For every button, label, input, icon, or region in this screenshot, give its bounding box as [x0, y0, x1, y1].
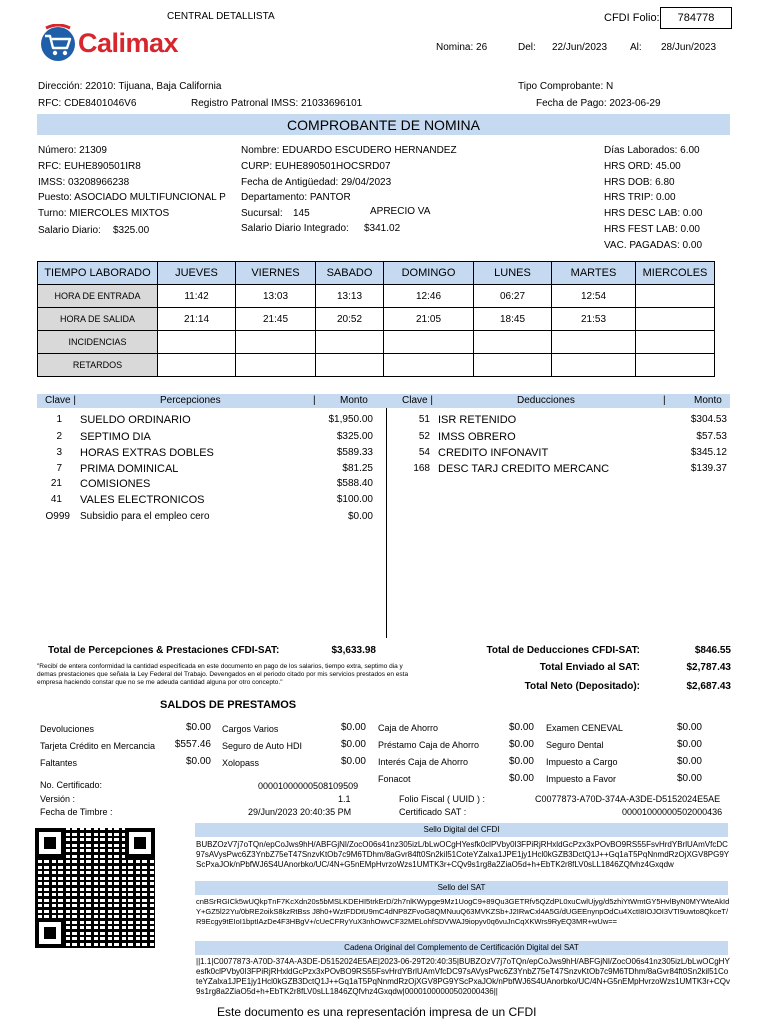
registro-patronal: Registro Patronal IMSS: 21033696101 [191, 98, 363, 109]
perc-total-label: Total de Percepciones & Prestaciones CFDI-SAT: [48, 645, 280, 656]
cert-no: 00001000000508109509 [258, 781, 359, 791]
perc-monto: $0.00 [347, 511, 373, 522]
perc-concepto: Subsidio para el empleo cero [80, 511, 210, 522]
saldo-label: Interés Caja de Ahorro [378, 757, 469, 767]
perc-concepto: COMISIONES [80, 478, 151, 490]
fecha-pago: Fecha de Pago: 2023-06-29 [536, 98, 661, 109]
employee-imss: IMSS: 03208966238 [38, 177, 130, 188]
saldo-value: $0.00 [185, 722, 211, 733]
perc-monto: $1,950.00 [328, 414, 373, 425]
folio-fiscal-label: Folio Fiscal ( UUID ) : [399, 794, 486, 804]
ded-concepto: CREDITO INFONAVIT [438, 447, 549, 459]
sello-cfdi-text: BUBZOzV7j7oTQn/epCoJws9hH/ABFGjNl/ZocO06s41nz305izL/bLwOCgHYesfk0clPVby0I3FPiRjRHxldGcPzx3xPOvBO9RS55FsvHrdYBrlUAmVfcDC97sAVysPwc6Z3YnbZ75eT47SnzvKtOb7c9M6TDhm/8aGvr84ft0Sn2kil51CoteYZalxa1JPE1jy1Hcl0kGZB3DctQ1J++Gq1aT5PqNnmdRzOjXGV8PG9YScPxaJOk/nPbfWJ6S4UAnorbko/UC/4N+G5nEMpHvrzoWzs1UMTK3r+CQv9s1rg8a2ZiaO5d+h+EbTK2r8fLV0sLL1846ZQfvhz4Gxqdw [196, 840, 730, 869]
enviado-label: Total Enviado al SAT: [539, 662, 640, 673]
ded-clave: 52 [418, 431, 430, 442]
neto-value: $2,687.43 [686, 681, 731, 692]
table-cell: 13:03 [236, 285, 316, 308]
ded-concepto: IMSS OBRERO [438, 431, 516, 443]
perc-concept-header: Percepciones [160, 395, 221, 406]
company-address: Dirección: 22010: Tijuana, Baja California [38, 81, 222, 92]
qr-code [35, 828, 155, 948]
table-cell [552, 354, 636, 377]
saldo-label: Seguro Dental [546, 740, 604, 750]
perc-clave: 41 [50, 494, 62, 505]
sucursal-value: 145 [293, 208, 310, 219]
ded-monto: $139.37 [690, 463, 727, 474]
saldo-label: Faltantes [40, 758, 78, 768]
perc-concepto: HORAS EXTRAS DOBLES [80, 447, 214, 459]
table-cell [158, 354, 236, 377]
saldo-value: $0.00 [676, 756, 702, 767]
time-table-header [38, 262, 715, 285]
table-cell [552, 331, 636, 354]
ded-concept-header: Deducciones [517, 395, 575, 406]
dias-laborados: Días Laborados: 6.00 [604, 145, 700, 156]
saldo-label: Examen CENEVAL [546, 723, 623, 733]
hrs-fest-lab: HRS FEST LAB: 0.00 [604, 224, 700, 235]
table-cell [384, 354, 474, 377]
perc-concepto: VALES ELECTRONICOS [80, 494, 205, 506]
ded-clave: 168 [413, 463, 430, 474]
table-cell: 18:45 [474, 308, 552, 331]
folio-label: CFDI Folio: [604, 12, 660, 24]
saldo-label: Impuesto a Favor [546, 774, 617, 784]
perc-monto: $589.33 [336, 447, 373, 458]
table-cell: 21:45 [236, 308, 316, 331]
perc-clave: 7 [56, 463, 62, 474]
table-cell [474, 354, 552, 377]
aprecio-label: APRECIO VA [370, 206, 431, 217]
saldo-value: $0.00 [676, 739, 702, 750]
row-label: RETARDOS [38, 354, 158, 377]
header-cell: VIERNES [236, 262, 316, 285]
saldo-value: $0.00 [508, 739, 534, 750]
page-title: COMPROBANTE DE NOMINA [287, 117, 480, 133]
table-cell [158, 331, 236, 354]
ded-clave: 54 [418, 447, 430, 458]
al-label: Al: [630, 42, 642, 53]
ded-total: $846.55 [694, 645, 731, 656]
perc-clave: 21 [50, 478, 62, 489]
calimax-logo [40, 24, 179, 66]
sdi-value: $341.02 [364, 223, 401, 234]
nomina-number: Nomina: 26 [436, 42, 488, 53]
saldo-value: $0.00 [340, 756, 366, 767]
table-cell: 13:13 [316, 285, 384, 308]
saldos-title: SALDOS DE PRESTAMOS [160, 699, 297, 711]
del-label: Del: [518, 42, 536, 53]
saldo-label: Préstamo Caja de Ahorro [378, 740, 480, 750]
saldo-label: Cargos Varios [222, 724, 279, 734]
perc-monto: $325.00 [336, 431, 373, 442]
header-cell: MARTES [552, 262, 636, 285]
saldo-label: Impuesto a Cargo [546, 757, 618, 767]
time-table [37, 261, 715, 377]
table-cell [236, 354, 316, 377]
hrs-ord: HRS ORD: 45.00 [604, 161, 681, 172]
saldo-label: Caja de Ahorro [378, 723, 439, 733]
header-cell: TIEMPO LABORADO [38, 262, 158, 285]
company-name: CENTRAL DETALLISTA [167, 11, 275, 22]
perc-total: $3,633.98 [331, 645, 376, 656]
ded-concepto: ISR RETENIDO [438, 414, 517, 426]
table-cell: 11:42 [158, 285, 236, 308]
perc-monto: $81.25 [342, 463, 373, 474]
ded-clave: 51 [418, 414, 430, 425]
perc-clave-header: Clave | [45, 395, 76, 406]
saldo-value: $0.00 [676, 722, 702, 733]
table-cell: 12:46 [384, 285, 474, 308]
employee-turno: Turno: MIERCOLES MIXTOS [38, 208, 170, 219]
employee-name: Nombre: EDUARDO ESCUDERO HERNANDEZ [241, 145, 457, 156]
table-row [38, 308, 715, 331]
saldo-value: $0.00 [508, 773, 534, 784]
saldo-label: Seguro de Auto HDI [222, 741, 303, 751]
sello-sat-title: Sello del SAT [195, 881, 728, 895]
concept-divider [386, 408, 387, 638]
perc-clave: 1 [56, 414, 62, 425]
footer-note: Este documento es una representación impresa de un CFDI [217, 1005, 537, 1019]
concepts-header-band [37, 394, 730, 408]
timbre-label: Fecha de Timbre : [40, 807, 113, 817]
table-cell: 06:27 [474, 285, 552, 308]
table-cell [316, 331, 384, 354]
cert-no-label: No. Certificado: [40, 780, 103, 790]
hrs-desc-lab: HRS DESC LAB: 0.00 [604, 208, 703, 219]
ded-concepto: DESC TARJ CREDITO MERCANC [438, 463, 610, 475]
qr-finder [125, 828, 155, 858]
employee-number: Número: 21309 [38, 145, 107, 156]
table-cell: 12:54 [552, 285, 636, 308]
perc-sep: | [313, 395, 316, 406]
saldo-label: Xolopass [222, 758, 260, 768]
sucursal-label: Sucursal: [241, 208, 283, 219]
header-cell: DOMINGO [384, 262, 474, 285]
company-rfc: RFC: CDE8401046V6 [38, 98, 137, 109]
header-cell: LUNES [474, 262, 552, 285]
perc-clave: 3 [56, 447, 62, 458]
table-row [38, 331, 715, 354]
table-cell: 21:14 [158, 308, 236, 331]
cart-logo-icon [40, 24, 76, 62]
perc-clave: 2 [56, 431, 62, 442]
employee-rfc: RFC: EUHE890501IR8 [38, 161, 141, 172]
employee-puesto: Puesto: ASOCIADO MULTIFUNCIONAL P [38, 192, 226, 203]
perc-monto: $588.40 [336, 478, 373, 489]
saldo-value: $0.00 [340, 722, 366, 733]
table-cell [384, 331, 474, 354]
cadena-title: Cadena Original del Complemento de Certificación Digital del SAT [195, 941, 728, 955]
ded-monto: $57.53 [696, 431, 727, 442]
ded-sep: | [663, 395, 666, 406]
table-row [38, 285, 715, 308]
header-cell: JUEVES [158, 262, 236, 285]
table-row [38, 354, 715, 377]
perc-monto: $100.00 [336, 494, 373, 505]
saldo-label: Fonacot [378, 774, 411, 784]
brand-name: Calimax [78, 28, 179, 58]
saldo-value: $0.00 [676, 773, 702, 784]
table-cell: 20:52 [316, 308, 384, 331]
del-date: 22/Jun/2023 [552, 42, 608, 53]
neto-label: Total Neto (Depositado): [524, 681, 640, 692]
timbre-value: 29/Jun/2023 20:40:35 PM [248, 807, 352, 817]
table-cell [474, 331, 552, 354]
cadena-text: ||1.1|C0077873-A70D-374A-A3DE-D5152024E5AE|2023-06-29T20:40:35|BUBZOzV7j7oTQn/epCoJws9hH/ABFGjNl/ZocO06s41nz305izL/bLwOCgHYesfk0clPVby0I3FPiRjRHxldGcPzx3xPOvBO9RS55FsvHrdYBrlUAmVfcDC97sAVysPwc6Z3YnbZ75eT47SnzvKtOb7c9M6TDhm/8aGvr84ft0Sn2kil51CoteYZalxa1JPE1jy1Hcl0kGZB3DctQ1J++Gq1aT5PqNnmdRzOjXGV8PG9YScPxaJOk/nPbfWJ6S4UAnorbko/UC/4N+G5nEMpHvrzoWzs1UMTK3r+CQv9s1rg8a2ZiaO5d+h+EbTK2r8fLV0sLL1846ZQfvhz4Gxqdw|00001000000502000436|| [196, 957, 730, 996]
vac-pagadas: VAC. PAGADAS: 0.00 [604, 240, 703, 251]
hrs-trip: HRS TRIP: 0.00 [604, 192, 676, 203]
saldo-value: $0.00 [508, 756, 534, 767]
qr-finder [35, 828, 65, 858]
al-date: 28/Jun/2023 [661, 42, 717, 53]
saldo-value: $0.00 [340, 739, 366, 750]
fecha-antiguedad: Fecha de Antigüedad: 29/04/2023 [241, 177, 392, 188]
ded-monto-header: Monto [694, 395, 722, 406]
saldo-value: $0.00 [185, 756, 211, 767]
perc-monto-header: Monto [340, 395, 368, 406]
perc-concepto: SUELDO ORDINARIO [80, 414, 191, 426]
sello-cfdi-title: Sello Digital del CFDI [195, 823, 728, 837]
perc-clave: O999 [45, 511, 70, 522]
sdi-label: Salario Diario Integrado: [241, 223, 349, 234]
row-label: INCIDENCIAS [38, 331, 158, 354]
employee-curp: CURP: EUHE890501HOCSRD07 [241, 161, 391, 172]
row-label: HORA DE SALIDA [38, 308, 158, 331]
saldo-label: Tarjeta Crédito en Mercancia [40, 741, 156, 751]
table-cell: 21:53 [552, 308, 636, 331]
ded-total-label: Total de Deducciones CFDI-SAT: [486, 645, 640, 656]
departamento: Departamento: PANTOR [241, 192, 351, 203]
header-cell: MIERCOLES [636, 262, 715, 285]
table-cell [636, 308, 715, 331]
saldo-label: Devoluciones [40, 724, 95, 734]
legal-text: "Recibí de entera conformidad la cantidad especificada en este documento en pago de los salarios, tiempo extra, septimo dia y demas prestaciones que señala la Ley Federal del Trabajo. Devengados en el periodo citado por mis servicios prestados en esta empresa haciendo constar que no se me adeuda cantidad alguna por otro concepto." [37, 663, 409, 686]
perc-concepto: PRIMA DOMINICAL [80, 463, 179, 475]
qr-finder [35, 918, 65, 948]
table-cell [636, 285, 715, 308]
hrs-dob: HRS DOB: 6.80 [604, 177, 675, 188]
ded-monto: $345.12 [690, 447, 727, 458]
enviado-value: $2,787.43 [686, 662, 731, 673]
cert-sat: 00001000000502000436 [622, 807, 723, 817]
table-cell: 21:05 [384, 308, 474, 331]
row-label: HORA DE ENTRADA [38, 285, 158, 308]
table-cell [636, 331, 715, 354]
sello-sat-text: cnBSrRGICk5wUQkpTnF7KcXdn20s5bMSLKDEHI5trkErD/2h7nlKWypge9Mz1UogC9+89Qu3GETRfv5QZdPL0xuCwlUjyg/d5zhiYtWmtGY5HvlByN0MYWteAkIdY+GZ5l22Yu/0bRE2oikS8kzRtBss J8h0+WztFDDtU9mC4dNP8ZFvoG8QMNuuQ63MVKZSb+J2IRwCxl4A5G/dUGEEnynpOdCu4XctI8IOJOI3VTI9uwto8QkceT/R9Ecgy9tEIoI1bptIAzDe4F3HBgV+/cUeCFRyYuX3nhOwvCF32MELohfSDVWAJ9iopyv0q6vuJnCqXKWrs9RyEQ3MR+wUw== [196, 897, 730, 926]
cert-sat-label: Certificado SAT : [399, 807, 467, 817]
saldo-value: $557.46 [174, 739, 211, 750]
tipo-comprobante: Tipo Comprobante: N [518, 81, 614, 92]
table-cell [636, 354, 715, 377]
ded-monto: $304.53 [690, 414, 727, 425]
salario-label: Salario Diario: [38, 225, 101, 236]
perc-concepto: SEPTIMO DIA [80, 431, 151, 443]
table-cell [316, 354, 384, 377]
ded-clave-header: Clave | [402, 395, 433, 406]
saldo-value: $0.00 [508, 722, 534, 733]
folio-box: 784778 [660, 7, 732, 29]
salario-value: $325.00 [113, 225, 150, 236]
version-label: Versión : [40, 794, 76, 804]
version-value: 1.1 [338, 794, 351, 804]
header-cell: SABADO [316, 262, 384, 285]
folio-fiscal: C0077873-A70D-374A-A3DE-D5152024E5AE [535, 794, 721, 804]
table-cell [236, 331, 316, 354]
